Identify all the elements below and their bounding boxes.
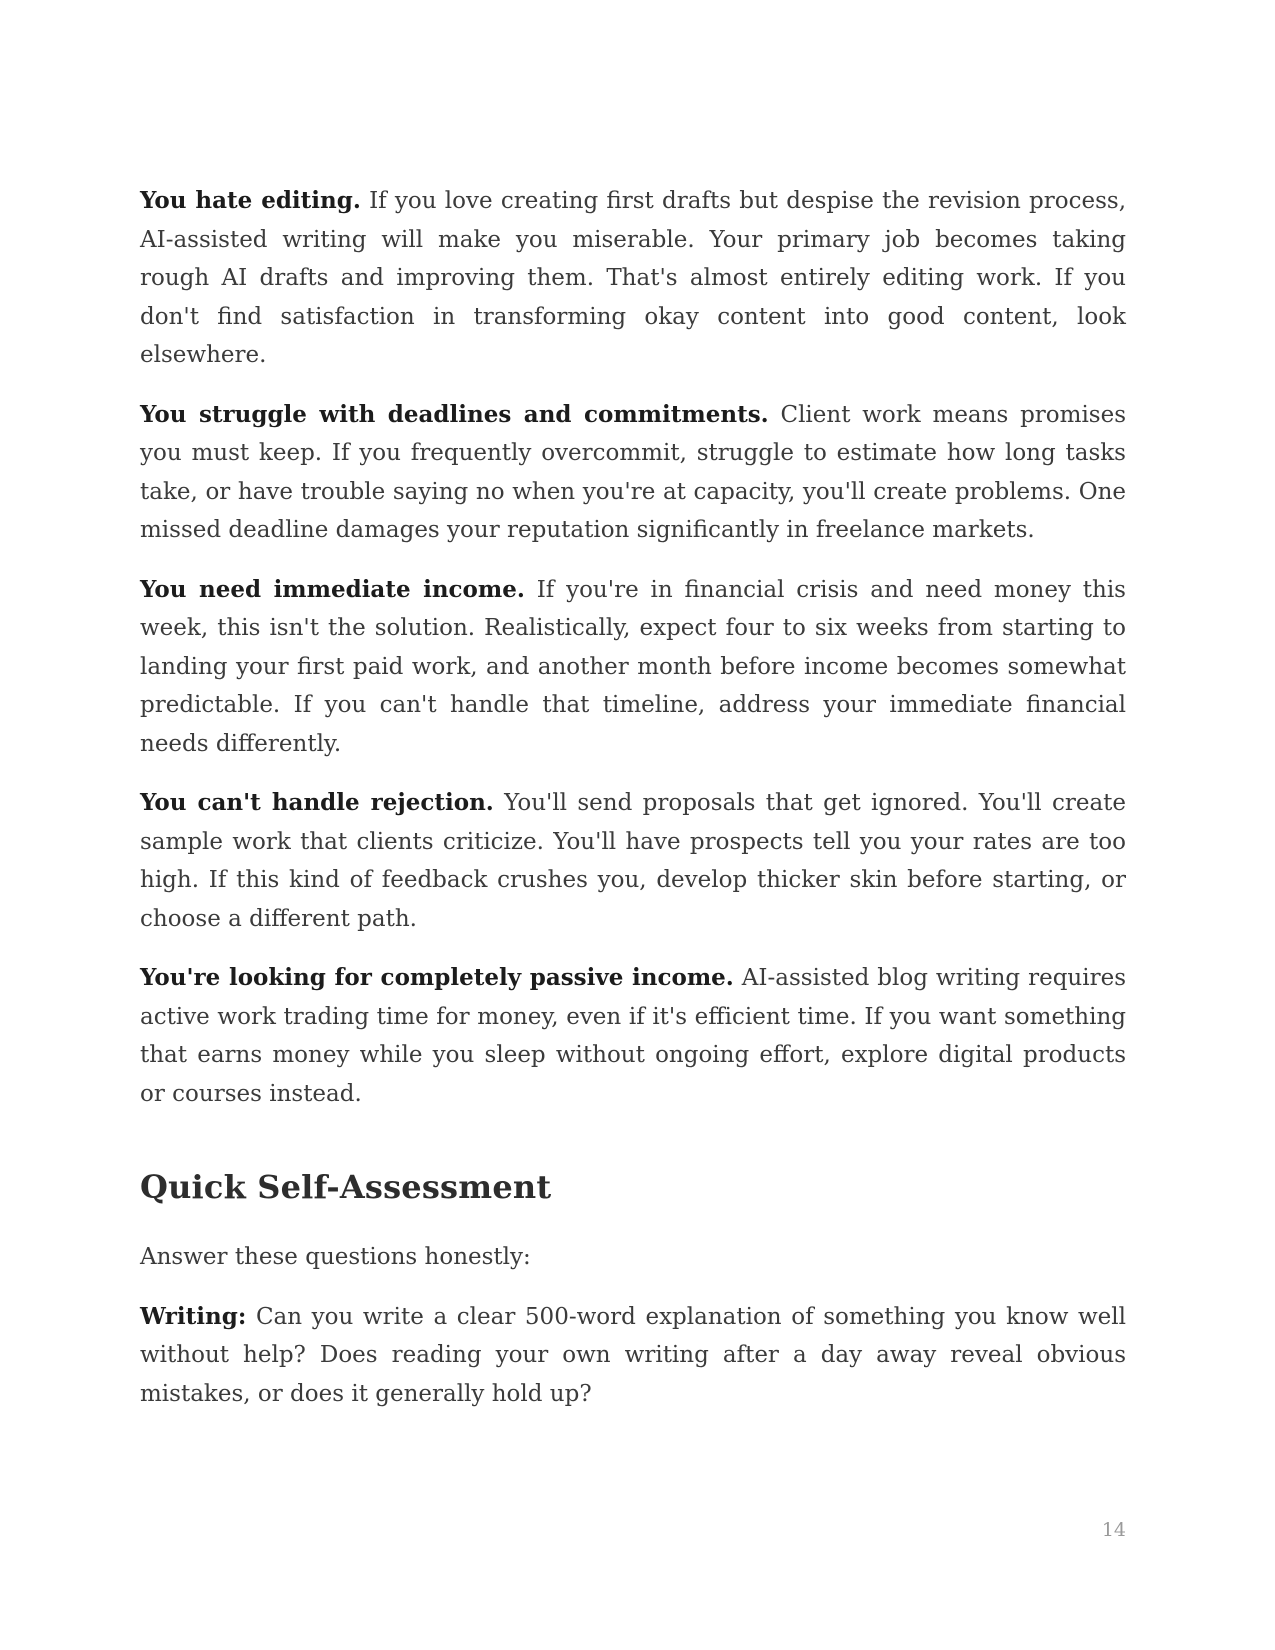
paragraph-lead: Writing: xyxy=(140,1302,247,1330)
paragraph-text: Client work means promises you must keep. If you frequently overcommit, struggle to estimate how long tasks take, or have trouble saying no when you're at capacity, you'll create problems. One missed deadline damages your reputation significantly in freelance markets. xyxy=(140,401,1127,543)
paragraph-immediate-income xyxy=(140,571,1126,764)
paragraph-lead: You need immediate income. xyxy=(140,575,525,603)
paragraph-text: You'll send proposals that get ignored. You'll create sample work that clients criticize. You'll have prospects tell you your rates are too high. If this kind of feedback crushes you, develop thicker skin before starting, or choose a different path. xyxy=(140,790,1127,932)
paragraph-lead: You're looking for completely passive income. xyxy=(140,964,734,991)
section-intro: Answer these questions honestly: xyxy=(140,1244,531,1270)
paragraph-lead: You can't handle rejection. xyxy=(140,789,494,816)
paragraph-text: AI-assisted blog writing requires active work trading time for money, even if it's efficient time. If you want something that earns money while you sleep without ongoing effort, explore digital products or courses instead. xyxy=(140,965,1126,1107)
paragraph-rejection xyxy=(140,784,1126,938)
section-heading: Quick Self-Assessment xyxy=(140,1168,552,1206)
page-number: 14 xyxy=(1101,1519,1126,1541)
paragraph-text: If you love creating first drafts but despise the revision process, AI-assisted writing will make you miserable. Your primary job becomes taking rough AI drafts and improving them. That's almost entirely editing work. If you don't find satisfaction in transforming okay content into good content, look elsewhere. xyxy=(140,188,1127,368)
paragraph-deadlines xyxy=(140,396,1126,550)
paragraph-text: Can you write a clear 500-word explanation of something you know well without help? Does reading your own writing after a day away reveal obvious mistakes, or does it generally hold up? xyxy=(140,1303,1126,1407)
paragraph-passive-income xyxy=(140,959,1126,1113)
paragraph-text: If you're in financial crisis and need money this week, this isn't the solution. Realistically, expect four to six weeks from starting to landing your first paid work, and another month before income becomes somewhat predictable. If you can't handle that timeline, address your immediate financial needs differently. xyxy=(140,576,1126,757)
paragraph-hate-editing xyxy=(140,182,1126,375)
paragraph-lead: You hate editing. xyxy=(140,187,361,214)
paragraph-lead: You struggle with deadlines and commitments. xyxy=(140,400,769,428)
page-content xyxy=(140,182,1126,1434)
paragraph-writing-question xyxy=(140,1298,1126,1414)
